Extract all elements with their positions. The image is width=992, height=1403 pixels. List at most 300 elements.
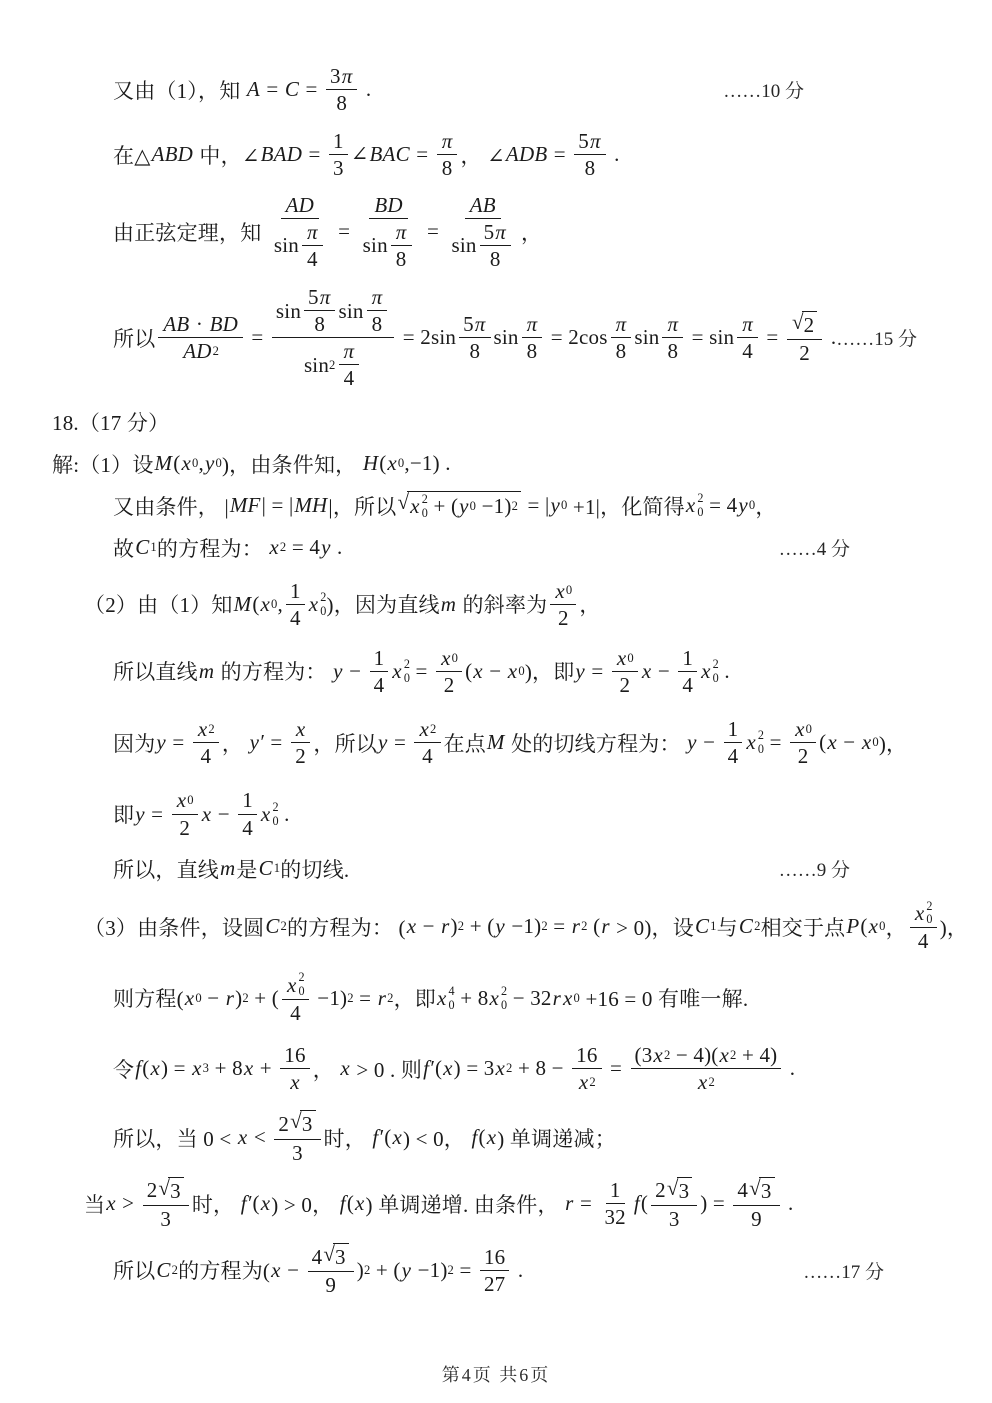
subscript: 1 [150,540,157,555]
math-symbol [507,659,525,684]
variable: π [474,312,486,337]
fraction [339,339,360,390]
math-symbol [197,717,215,741]
variable: y [204,451,215,476]
text-run: ) < 0， [402,1126,471,1151]
math-symbol [176,788,194,812]
subscript: 0 [403,670,411,685]
solution-line [0,900,992,954]
math-symbol [369,142,411,167]
subscript: 0 [320,603,327,618]
fraction [172,788,198,839]
math-symbol [488,985,507,1012]
superscript: 2 [208,721,215,736]
variable: x [355,1191,365,1216]
text-run: ， [221,731,249,756]
radicand [407,491,521,520]
fraction-denominator [600,1204,629,1229]
solution-line [0,579,992,630]
fraction [291,717,311,768]
solution-line [0,646,992,697]
text-run: ( [252,591,260,616]
fraction-numerator [339,339,360,365]
text-run: + ( [428,493,459,518]
fraction-denominator [738,338,757,363]
text-run: 4 [373,672,385,697]
math-symbol [436,985,455,1012]
text-run: ( [434,1056,443,1081]
text-run: 4 [917,929,929,954]
math-expression [113,1243,523,1297]
text-run: < [248,1125,272,1150]
variable: x [697,1070,708,1095]
math-symbol [571,914,588,939]
text-run: |，所以 [328,494,397,519]
variable: y [333,658,343,683]
math-symbol [243,1056,255,1081]
math-symbol [306,220,319,244]
variable: y [401,1257,412,1282]
math-symbol [354,1191,366,1216]
variable: y [495,914,505,939]
text-run: = [604,1056,628,1081]
text-run: 在△ [113,143,151,168]
text-run: sin [451,233,477,258]
math-symbol [495,1056,513,1081]
math-symbol [589,129,602,153]
variable: x [106,1191,116,1216]
math-expression [113,193,542,271]
text-run: = [454,1257,477,1282]
fraction [600,1178,629,1229]
superscript: 3 [202,1061,210,1076]
radicand [333,1243,349,1270]
text-run: − 32 [507,985,552,1010]
sqrt-radical [323,1243,348,1270]
text-run: = sin [686,325,735,350]
text-run: = [245,325,269,350]
fraction-numerator [304,285,335,311]
solution-line [0,129,992,180]
fraction [737,312,758,363]
variable: x [486,1125,497,1150]
math-symbol [371,1125,384,1150]
fraction-denominator [175,815,194,840]
fraction [158,312,243,363]
text-run: . [331,535,343,560]
operator: ) [440,1257,448,1282]
variable: y [738,493,748,518]
fraction-numerator [308,1243,354,1272]
superscript: 2 [712,657,719,672]
fraction-denominator [447,219,518,271]
fraction-numerator [436,646,462,672]
text-run: 2 [179,815,191,840]
fraction-numerator [282,971,309,1000]
fraction [574,129,605,180]
variable: r [552,985,561,1010]
superscript: 2 [212,344,220,359]
text-run: ( [587,914,601,939]
fraction [370,646,389,697]
fraction [651,1177,697,1231]
superscript: 2 [272,799,279,814]
text-run: = [548,142,572,167]
fraction [550,579,576,630]
text-run: + 8 [209,1056,243,1081]
text-run: ) 单调递增. 由条件， [365,1192,565,1217]
fraction-numerator [172,788,198,814]
variable: x [685,493,696,518]
math-symbol [134,535,157,560]
fraction-numerator [367,285,388,311]
fraction-numerator [281,193,319,219]
superscript: 2 [506,1061,513,1076]
math-symbol [332,659,344,684]
variable: BD [374,192,403,217]
fraction [282,971,309,1025]
superscript: 2 [298,970,305,985]
variable: AB [469,192,496,217]
text-run: 4 [290,605,301,630]
superscript: 2 [581,919,588,934]
fraction [272,285,394,391]
subscript: 0 [187,793,194,808]
fraction-numerator [678,646,697,672]
text-run: ( [819,730,827,755]
math-symbol [440,646,458,670]
variable: x [260,1191,271,1216]
text-run: 时， [191,1192,240,1217]
text-run: ，所以 [313,731,377,756]
subscript: 0 [560,498,568,513]
variable: y [459,493,469,518]
text-run: + ( [370,1257,401,1282]
math-symbol [373,193,403,217]
text-run: | = | [261,493,294,518]
fraction-numerator [611,312,632,338]
sqrt-radical [397,491,521,520]
fraction [678,646,697,697]
math-symbol [914,900,933,927]
text-run: = 2sin [397,325,457,350]
solution-line [0,717,992,768]
math-symbol [794,717,812,741]
text-run: 3 [301,1112,313,1137]
math-symbol [741,312,754,336]
math-symbol [685,492,704,519]
math-symbol [440,914,450,939]
text-run: + ( [464,914,495,939]
superscript: 2 [403,657,411,672]
math-symbol [362,451,379,476]
subscript: 0 [757,742,765,757]
operator: sin [303,352,330,377]
text-run: = [332,219,356,244]
text-run: sin [275,298,302,323]
text-run: 8 [395,246,407,271]
variable: x [441,645,451,670]
variable: π [343,339,355,364]
math-symbol [293,493,328,518]
text-run: , [277,591,283,616]
math-symbol [105,1191,117,1216]
math-symbol [526,312,539,336]
text-run: 中，∠ [193,143,260,168]
subscript: 0 [926,912,933,927]
fraction-denominator [612,338,631,363]
text-run: 3 [668,1206,680,1231]
text-run: ， [312,1057,340,1082]
text-run: ， [885,915,907,940]
fraction [143,1177,189,1231]
text-run: 16 [284,1043,306,1068]
variable: π [667,312,679,337]
text-run: 2 [803,312,815,337]
score-marker: ……10 分 [723,81,804,103]
variable: C [738,914,754,939]
text-run: 16 [483,1244,506,1269]
solution-line [0,533,992,563]
variable: f [135,1056,142,1081]
variable: f′ [372,1125,384,1150]
variable: x [563,985,573,1010]
text-run: 2 [443,672,455,697]
fraction-denominator [418,743,437,768]
text-run: ( [465,658,473,683]
fraction-denominator [465,338,484,363]
variable: x [578,1070,589,1095]
text-run: ) = [160,1056,192,1081]
text-run: ， ∠ [460,143,505,168]
variable: x [406,914,417,939]
math-symbol [694,914,717,939]
subscript: 0 [272,813,279,828]
subscript: 0 [397,456,405,471]
subscript: 0 [748,498,756,513]
text-run: = [145,801,169,826]
variable: x [269,535,279,560]
variable: x [237,1125,248,1150]
math-symbol [134,1056,142,1081]
subscript: 0 [518,663,525,678]
text-run: − [483,658,507,683]
text-run: − [652,658,676,683]
subscript: 0 [573,990,581,1005]
fraction-numerator [480,1245,509,1271]
fraction [612,646,638,697]
math-symbol [700,658,719,685]
math-symbol [258,856,281,881]
solution-line [0,1177,992,1231]
superscript: 2 [708,1075,715,1090]
math-symbol [442,1056,454,1081]
text-run: )，由条件知， [221,452,362,477]
variable: x [287,972,297,997]
math-expression [113,285,836,391]
variable: x [308,591,319,616]
sqrt-radical [667,1177,692,1204]
math-symbol [440,592,457,617]
fraction-numerator [274,1110,320,1139]
math-symbol [357,1258,371,1283]
sqrt-radical [749,1177,774,1204]
fraction-denominator [285,1069,305,1094]
variable: AD [285,192,314,217]
variable: r [377,985,387,1010]
radicand [677,1177,693,1204]
superscript: 2 [430,721,437,736]
math-symbol [154,451,174,476]
text-run: 5 [483,219,495,244]
text-run: 8 [615,339,627,364]
text-run: 4 [682,672,694,697]
fraction-numerator [437,129,458,155]
fraction [733,1177,779,1231]
math-symbol [441,129,454,153]
variable: x [861,730,872,755]
variable: A [246,77,260,102]
text-run: 8 [489,246,501,271]
math-symbol [260,1191,272,1216]
variable: r [601,914,610,939]
text-run: · [190,312,209,337]
variable: x [197,717,208,742]
subscript: 2 [280,919,288,934]
variable: r [441,914,450,939]
math-symbol [401,1258,413,1283]
variable: m [198,658,215,683]
text-run: = [300,77,324,102]
text-run: . [512,1257,524,1282]
score-marker: ……4 分 [778,539,850,561]
variable: m [440,591,457,616]
subscript: 0 [215,456,222,471]
variable: x [392,658,402,683]
math-symbol [204,451,222,476]
fraction-denominator [332,90,351,115]
page-number: 第4页 共6页 [441,1365,551,1385]
operator: ) [235,985,243,1010]
math-symbol [209,312,239,336]
text-run: )，即 [524,660,575,685]
text-run: （3）由条件，设圆 [84,915,265,940]
variable: π [341,64,353,88]
fraction-denominator [616,672,635,697]
fraction-numerator [910,900,937,929]
math-symbol [504,494,518,519]
variable: x [746,730,756,755]
math-symbol [233,592,253,617]
text-run: − [837,730,861,755]
math-symbol [180,451,198,476]
variable: M [233,591,252,616]
math-symbol [616,646,634,670]
variable: π [371,284,383,309]
fraction-numerator [280,1043,309,1069]
math-symbol [395,220,408,244]
superscript: 2 [329,357,336,372]
fraction [304,285,335,336]
text-run: 2 [799,340,810,365]
fraction-denominator [370,672,389,697]
text-run: ( [142,1056,150,1081]
fraction-numerator [465,193,501,219]
fraction [193,717,219,768]
math-symbol [494,220,507,244]
text-run: . [825,325,837,350]
operator: ) [450,914,458,939]
variable: y′ [249,730,264,755]
superscript: 2 [757,728,765,743]
text-run: = [260,77,284,102]
variable: π [526,312,538,337]
fraction [414,717,440,768]
math-symbol [308,591,327,618]
radical-sign-icon: √ [397,490,410,515]
text-run: sin [493,325,519,350]
fraction-numerator [143,1177,189,1206]
variable: y [575,658,585,683]
variable: y [135,801,145,826]
math-symbol [574,659,586,684]
fraction-denominator [480,1271,509,1296]
fraction-denominator [747,1206,766,1231]
page-footer [0,1361,992,1387]
math-symbol [260,592,278,617]
math-expression [113,1110,616,1164]
text-run: 8 [667,339,679,364]
subscript: 0 [872,735,879,750]
math-expression [113,129,620,180]
score-marker: ……9 分 [778,860,850,882]
fraction [480,1245,509,1296]
math-symbol [320,535,332,560]
fraction-numerator [522,312,543,338]
math-symbol [406,914,418,939]
fraction-denominator [303,246,322,271]
subscript: 0 [271,596,278,611]
variable: π [306,219,318,244]
text-run: 9 [751,1206,762,1231]
variable: C [265,914,280,939]
text-run: ， [579,593,601,618]
variable: x [701,658,711,683]
variable: r [225,985,235,1010]
subscript: 0 [448,997,455,1012]
text-run: （2）由（1）知 [84,593,233,618]
fraction [274,1110,320,1164]
text-run: 是 [236,857,258,882]
text-run: − [281,1257,305,1282]
text-run: = [764,730,788,755]
fraction [280,1043,309,1094]
text-run: + 8 [454,985,489,1010]
fraction [790,717,816,768]
variable: x [243,1056,254,1081]
text-run: 3 [678,1178,690,1203]
text-run: ( [346,1191,355,1216]
text-run: +1|，化简得 [567,494,685,519]
variable: x [392,1125,402,1150]
text-run: = [303,142,327,167]
solution-line [0,285,992,391]
variable: x [719,1043,729,1068]
fraction-denominator [693,1069,719,1094]
text-run: 1 [290,578,301,603]
fraction [662,312,683,363]
fraction-numerator [787,311,822,340]
